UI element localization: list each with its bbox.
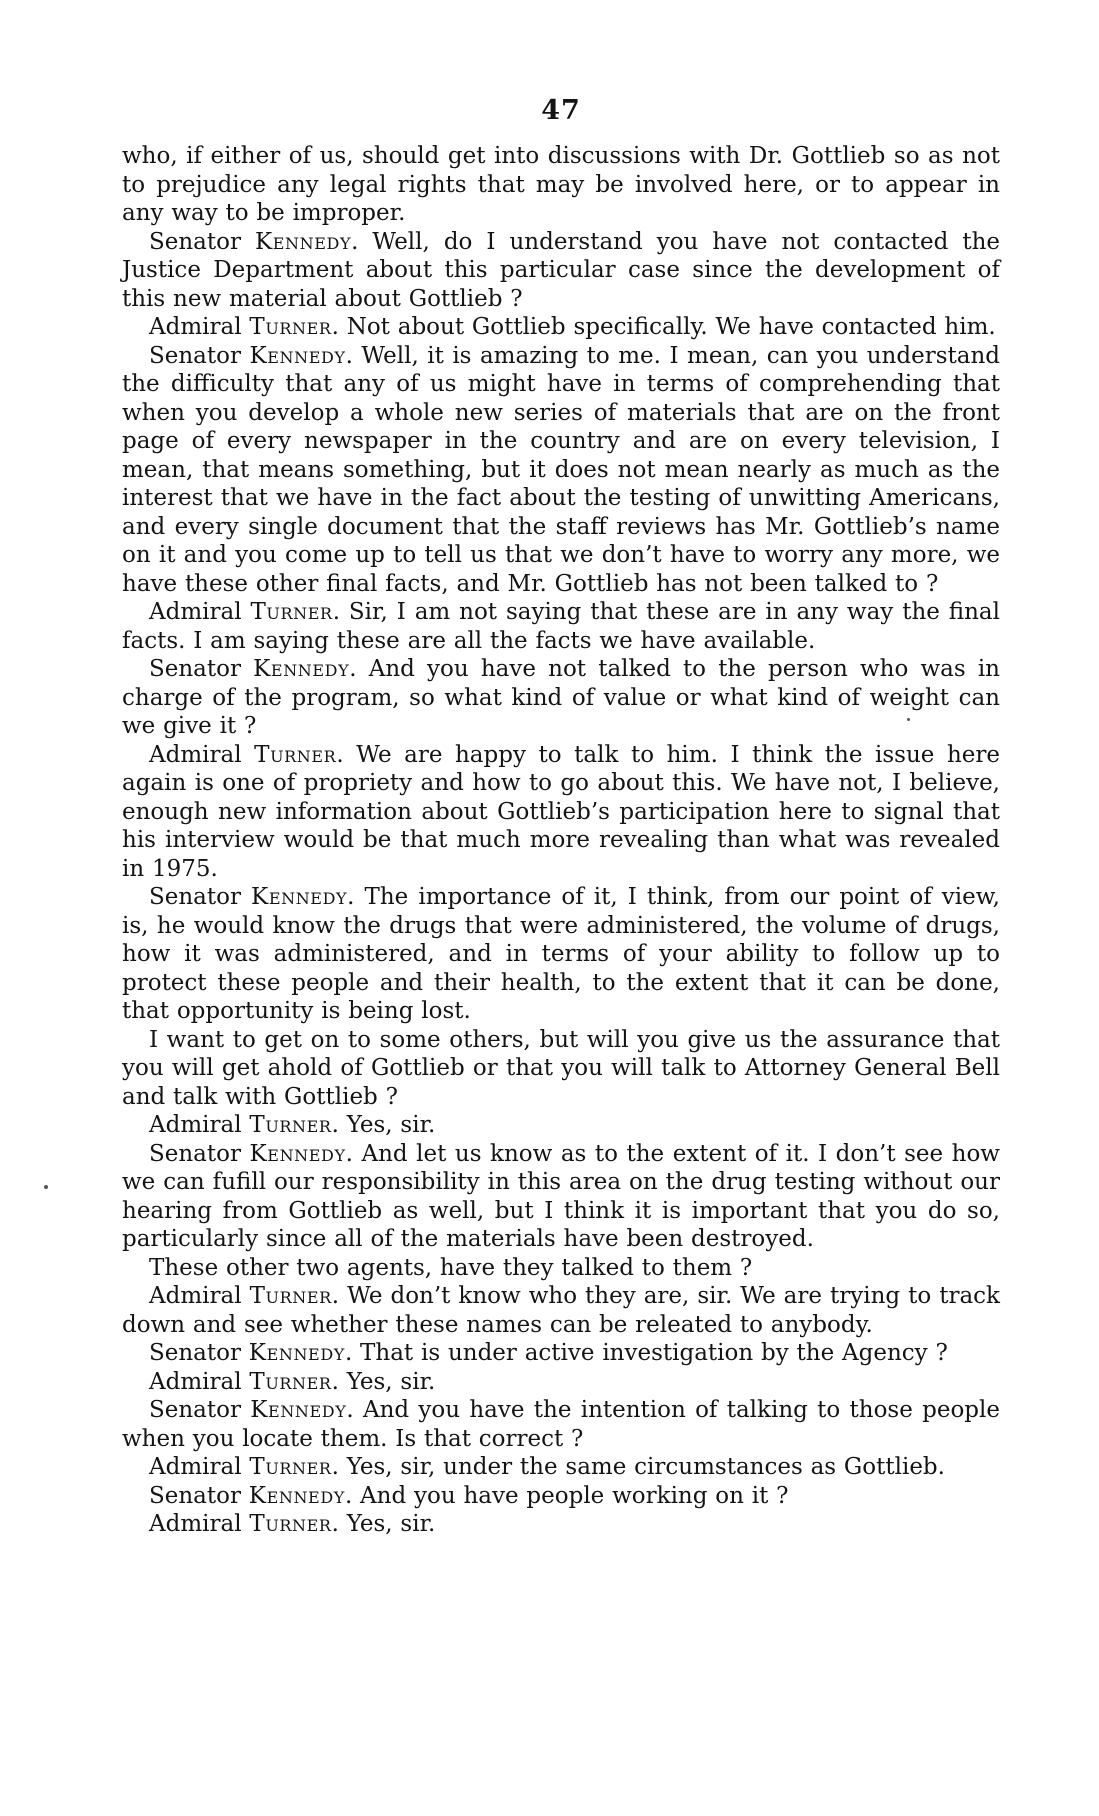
paragraph	[122, 1368, 1000, 1397]
speaker-name: Kennedy	[248, 1340, 345, 1366]
speaker-name: Turner	[254, 741, 337, 768]
paragraph-text: Admiral	[149, 741, 255, 768]
paragraph-text: . Well, it is amazing to me. I mean, can you understand the difficulty that any of us might have in terms of comprehending that when you develop a whole new series of materials that are on the front page of every newspaper in the country and are on every television, I mean, that means something, but it does not mean nearly as much as the interest that we have in the fact about the testing of unwitting Americans, and every single document that the staff reviews has Mr. Gottlieb’s name on it and you come up to tell us that we don’t have to worry any more, we have these other final facts, and Mr. Gottlieb has not been talked to ?	[122, 342, 1000, 597]
scan-speck	[907, 718, 910, 721]
speaker-name: Kennedy	[249, 342, 346, 369]
speaker-name: Kennedy	[249, 1140, 346, 1167]
paragraph	[122, 1510, 1000, 1539]
paragraph-text: Senator	[149, 1140, 250, 1167]
paragraph	[122, 1396, 1000, 1453]
paragraph	[122, 1339, 1000, 1368]
paragraph-text: Admiral	[149, 1112, 250, 1138]
speaker-name: Turner	[249, 1368, 332, 1395]
scan-speck	[44, 1185, 48, 1189]
paragraph-text: . The importance of it, I think, from our point of view, is, he would know the drugs that were administered, the volume of drugs, how it was administered, and in terms of your ability to follow up to protect these people and their health, to the extent that it can be done, that opportunity is being lost.	[122, 884, 1000, 1024]
paragraph	[122, 1140, 1000, 1254]
paragraph-text: I want to get on to some others, but will you give us the assurance that you will get ahold of Gottlieb or that you will talk to Attorney General Bell and talk with Gottlieb ?	[122, 1026, 1000, 1110]
paragraph	[122, 655, 1000, 741]
speaker-name: Kennedy	[251, 884, 348, 910]
text-body	[122, 142, 1000, 1539]
paragraph	[122, 313, 1000, 342]
paragraph-text: Senator	[149, 1340, 249, 1366]
paragraph-text: These other two agents, have they talked to them ?	[149, 1254, 753, 1281]
paragraph-text: . Well, do I understand you have not contacted the Justice Department about this particular case since the development of this new material about Gottlieb ?	[122, 228, 1000, 312]
paragraph-text: . Yes, sir.	[331, 1368, 436, 1395]
paragraph-text: . Sir, I am not saying that these are in any way the final facts. I am saying these are all the facts we have available.	[122, 599, 1001, 654]
paragraph	[122, 1254, 1000, 1283]
speaker-name: Turner	[249, 314, 332, 340]
paragraph-text: Admiral	[149, 1368, 250, 1395]
paragraph-text: Admiral	[149, 1454, 250, 1480]
speaker-name: Turner	[249, 1283, 332, 1309]
paragraph	[122, 342, 1000, 599]
paragraph-text: who, if either of us, should get into discussions with Dr. Gottlieb so as not to prejudice any legal rights that may be involved here, or to appear in any way to be improper.	[122, 143, 1000, 226]
paragraph-text: Admiral	[149, 314, 250, 340]
paragraph-text: Senator	[149, 1482, 249, 1509]
paragraph	[122, 741, 1000, 884]
paragraph	[122, 228, 1000, 314]
paragraph-text: . We don’t know who they are, sir. We are trying to track down and see whether these names can be releated to anybody.	[122, 1283, 1000, 1338]
paragraph-text: . We are happy to talk to him. I think the issue here again is one of propriety and how to go about this. We have not, I believe, enough new information about Gottlieb’s participation here to signal that his interview would be that much more revealing than what was revealed in 1975.	[122, 741, 1000, 882]
paragraph	[122, 1111, 1000, 1140]
speaker-name: Kennedy	[248, 1482, 345, 1509]
paragraph	[122, 883, 1000, 1026]
paragraph-text: . And you have the intention of talking to those people when you locate them. Is that correct ?	[122, 1397, 1000, 1452]
speaker-name: Turner	[250, 599, 333, 625]
paragraph-text: Senator	[149, 884, 252, 910]
paragraph	[122, 598, 1000, 655]
paragraph-text: . Yes, sir.	[331, 1511, 436, 1537]
paragraph-text: . Yes, sir.	[331, 1112, 436, 1138]
paragraph	[122, 1026, 1000, 1112]
paragraph-text: Senator	[149, 228, 255, 255]
paragraph-text: . Not about Gottlieb specifically. We have contacted him.	[331, 314, 996, 340]
speaker-name: Turner	[249, 1511, 332, 1537]
paragraph-text: Admiral	[149, 1283, 250, 1309]
paragraph-text: Admiral	[149, 1511, 250, 1537]
speaker-name: Kennedy	[250, 1397, 347, 1423]
speaker-name: Turner	[249, 1112, 332, 1138]
paragraph-text: . That is under active investigation by the Agency ?	[344, 1340, 948, 1366]
paragraph-text: Senator	[149, 342, 250, 369]
paragraph-text: . And you have people working on it ?	[344, 1482, 789, 1509]
speaker-name: Kennedy	[254, 228, 352, 255]
speaker-name: Turner	[249, 1454, 332, 1480]
paragraph-text: Senator	[149, 656, 254, 682]
text-column	[122, 96, 1000, 1539]
paragraph-text: . And let us know as to the extent of it. I don’t see how we can fufill our responsibility in this area on the drug testing without our hearing from Gottlieb as well, but I think it is important that you do so, particularly since all of the materials have been destroyed.	[122, 1140, 1000, 1252]
page-number: 47	[541, 95, 581, 126]
paragraph	[122, 1482, 1000, 1511]
paragraph-text: Senator	[149, 1397, 251, 1423]
speaker-name: Kennedy	[253, 656, 350, 682]
paragraph-text: . And you have not talked to the person who was in charge of the program, so what kind of value or what kind of weight can we give it ?	[122, 656, 1000, 739]
paragraph-text: . Yes, sir, under the same circumstances as Gottlieb.	[331, 1454, 945, 1480]
paragraph	[122, 142, 1000, 228]
paragraph	[122, 1282, 1000, 1339]
paragraph-text: Admiral	[149, 599, 251, 625]
paragraph	[122, 1453, 1000, 1482]
